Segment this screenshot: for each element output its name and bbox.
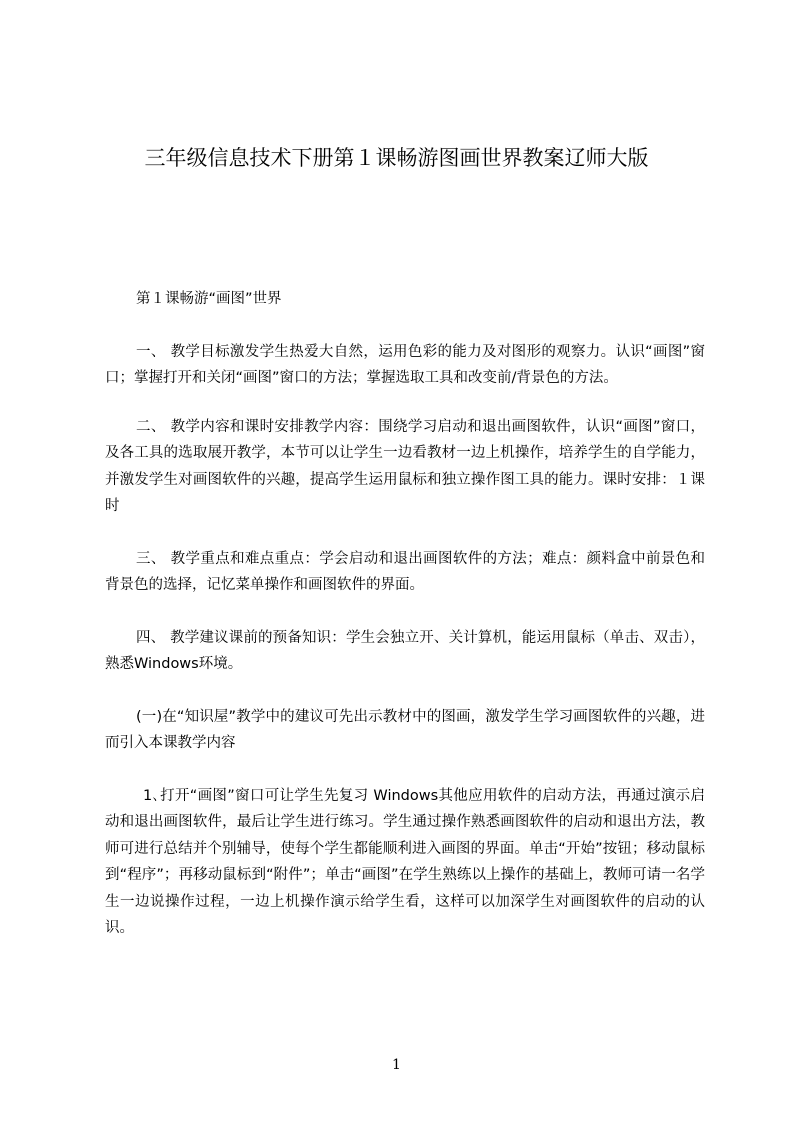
lesson-heading: 第１课畅游“画图”世界	[136, 291, 282, 307]
subsection-knowledge-house: (一)在“知识屋”教学中的建议可先出示教材中的图画，激发学生学习画图软件的兴趣，进而引入本课教学内容	[105, 708, 705, 751]
page-number: 1	[392, 1057, 401, 1073]
document-body	[105, 286, 705, 942]
document-title: 三年级信息技术下册第１课畅游图画世界教案辽师大版	[144, 146, 649, 170]
section-content-schedule: 二、 教学内容和课时安排教学内容：围绕学习启动和退出画图软件，认识“画图”窗口，及各工具的选取展开教学，本节可以让学生一边看教材一边上机操作，培养学生的自学能力，并激发学生对画图软件的兴趣，提高学生运用鼠标和独立操作图工具的能力。课时安排：１课时	[105, 418, 705, 514]
section-suggestions: 四、 教学建议课前的预备知识：学生会独立开、关计算机，能运用鼠标（单击、双击），熟悉Windows环境。	[105, 629, 705, 672]
section-objectives: 一、 教学目标激发学生热爱大自然，运用色彩的能力及对图形的观察力。认识“画图”窗口；掌握打开和关闭“画图”窗口的方法；掌握选取工具和改变前/背景色的方法。	[105, 343, 705, 386]
step-open-paint-window: 1､打开“画图”窗口可让学生先复习 Windows其他应用软件的启动方法，再通过演示启动和退出画图软件，最后让学生进行练习。学生通过操作熟悉画图软件的启动和退出方法，教师可进行总结并个别辅导，使每个学生都能顺利进入画图的界面。单击“开始”按钮；移动鼠标到“程序”；再移动鼠标到“附件”；单击“画图”在学生熟练以上操作的基础上，教师可请一名学生一边说操作过程，一边上机操作演示给学生看，这样可以加深学生对画图软件的启动的认识。	[105, 787, 705, 936]
section-key-points: 三、 教学重点和难点重点：学会启动和退出画图软件的方法；难点：颜料盒中前景色和背景色的选择，记忆菜单操作和画图软件的界面。	[105, 550, 705, 593]
